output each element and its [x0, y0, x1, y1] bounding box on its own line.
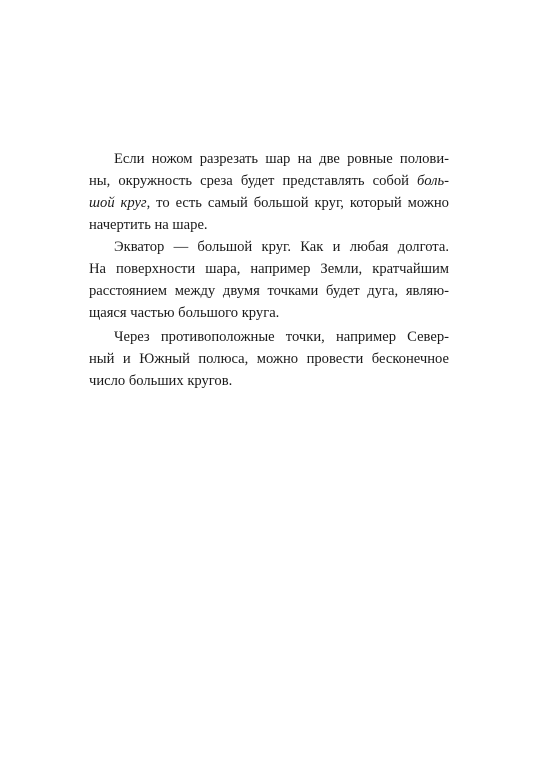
- text-line: щаяся частью большого круга.: [89, 305, 280, 321]
- text-line: На поверхности шара, например Земли, кратчайшим: [89, 261, 449, 277]
- text-line: расстоянием между двумя точками будет дуга, являю-: [89, 283, 449, 299]
- text-line: начертить на шаре.: [89, 217, 208, 233]
- paragraph-opposite-points: [89, 326, 449, 392]
- text-fragment: ны, окружность среза будет представлять собой: [89, 173, 418, 189]
- text-line: Если ножом разрезать шар на две ровные полови-: [114, 151, 449, 167]
- italic-term: боль-: [417, 173, 449, 189]
- text-line: Экватор — большой круг. Как и любая долгота.: [114, 239, 449, 255]
- text-line: ный и Южный полюса, можно провести бесконечное: [89, 351, 449, 367]
- text-line: [89, 192, 449, 214]
- text-line: [89, 170, 449, 192]
- text-line: Через противоположные точки, например Север-: [114, 329, 449, 345]
- paragraph-great-circle-definition: [89, 148, 449, 236]
- text-line: число больших кругов.: [89, 373, 233, 389]
- text-fragment: , то есть самый большой круг, который можно: [146, 195, 449, 211]
- italic-term: шой круг: [89, 195, 147, 211]
- paragraph-equator: [89, 236, 449, 324]
